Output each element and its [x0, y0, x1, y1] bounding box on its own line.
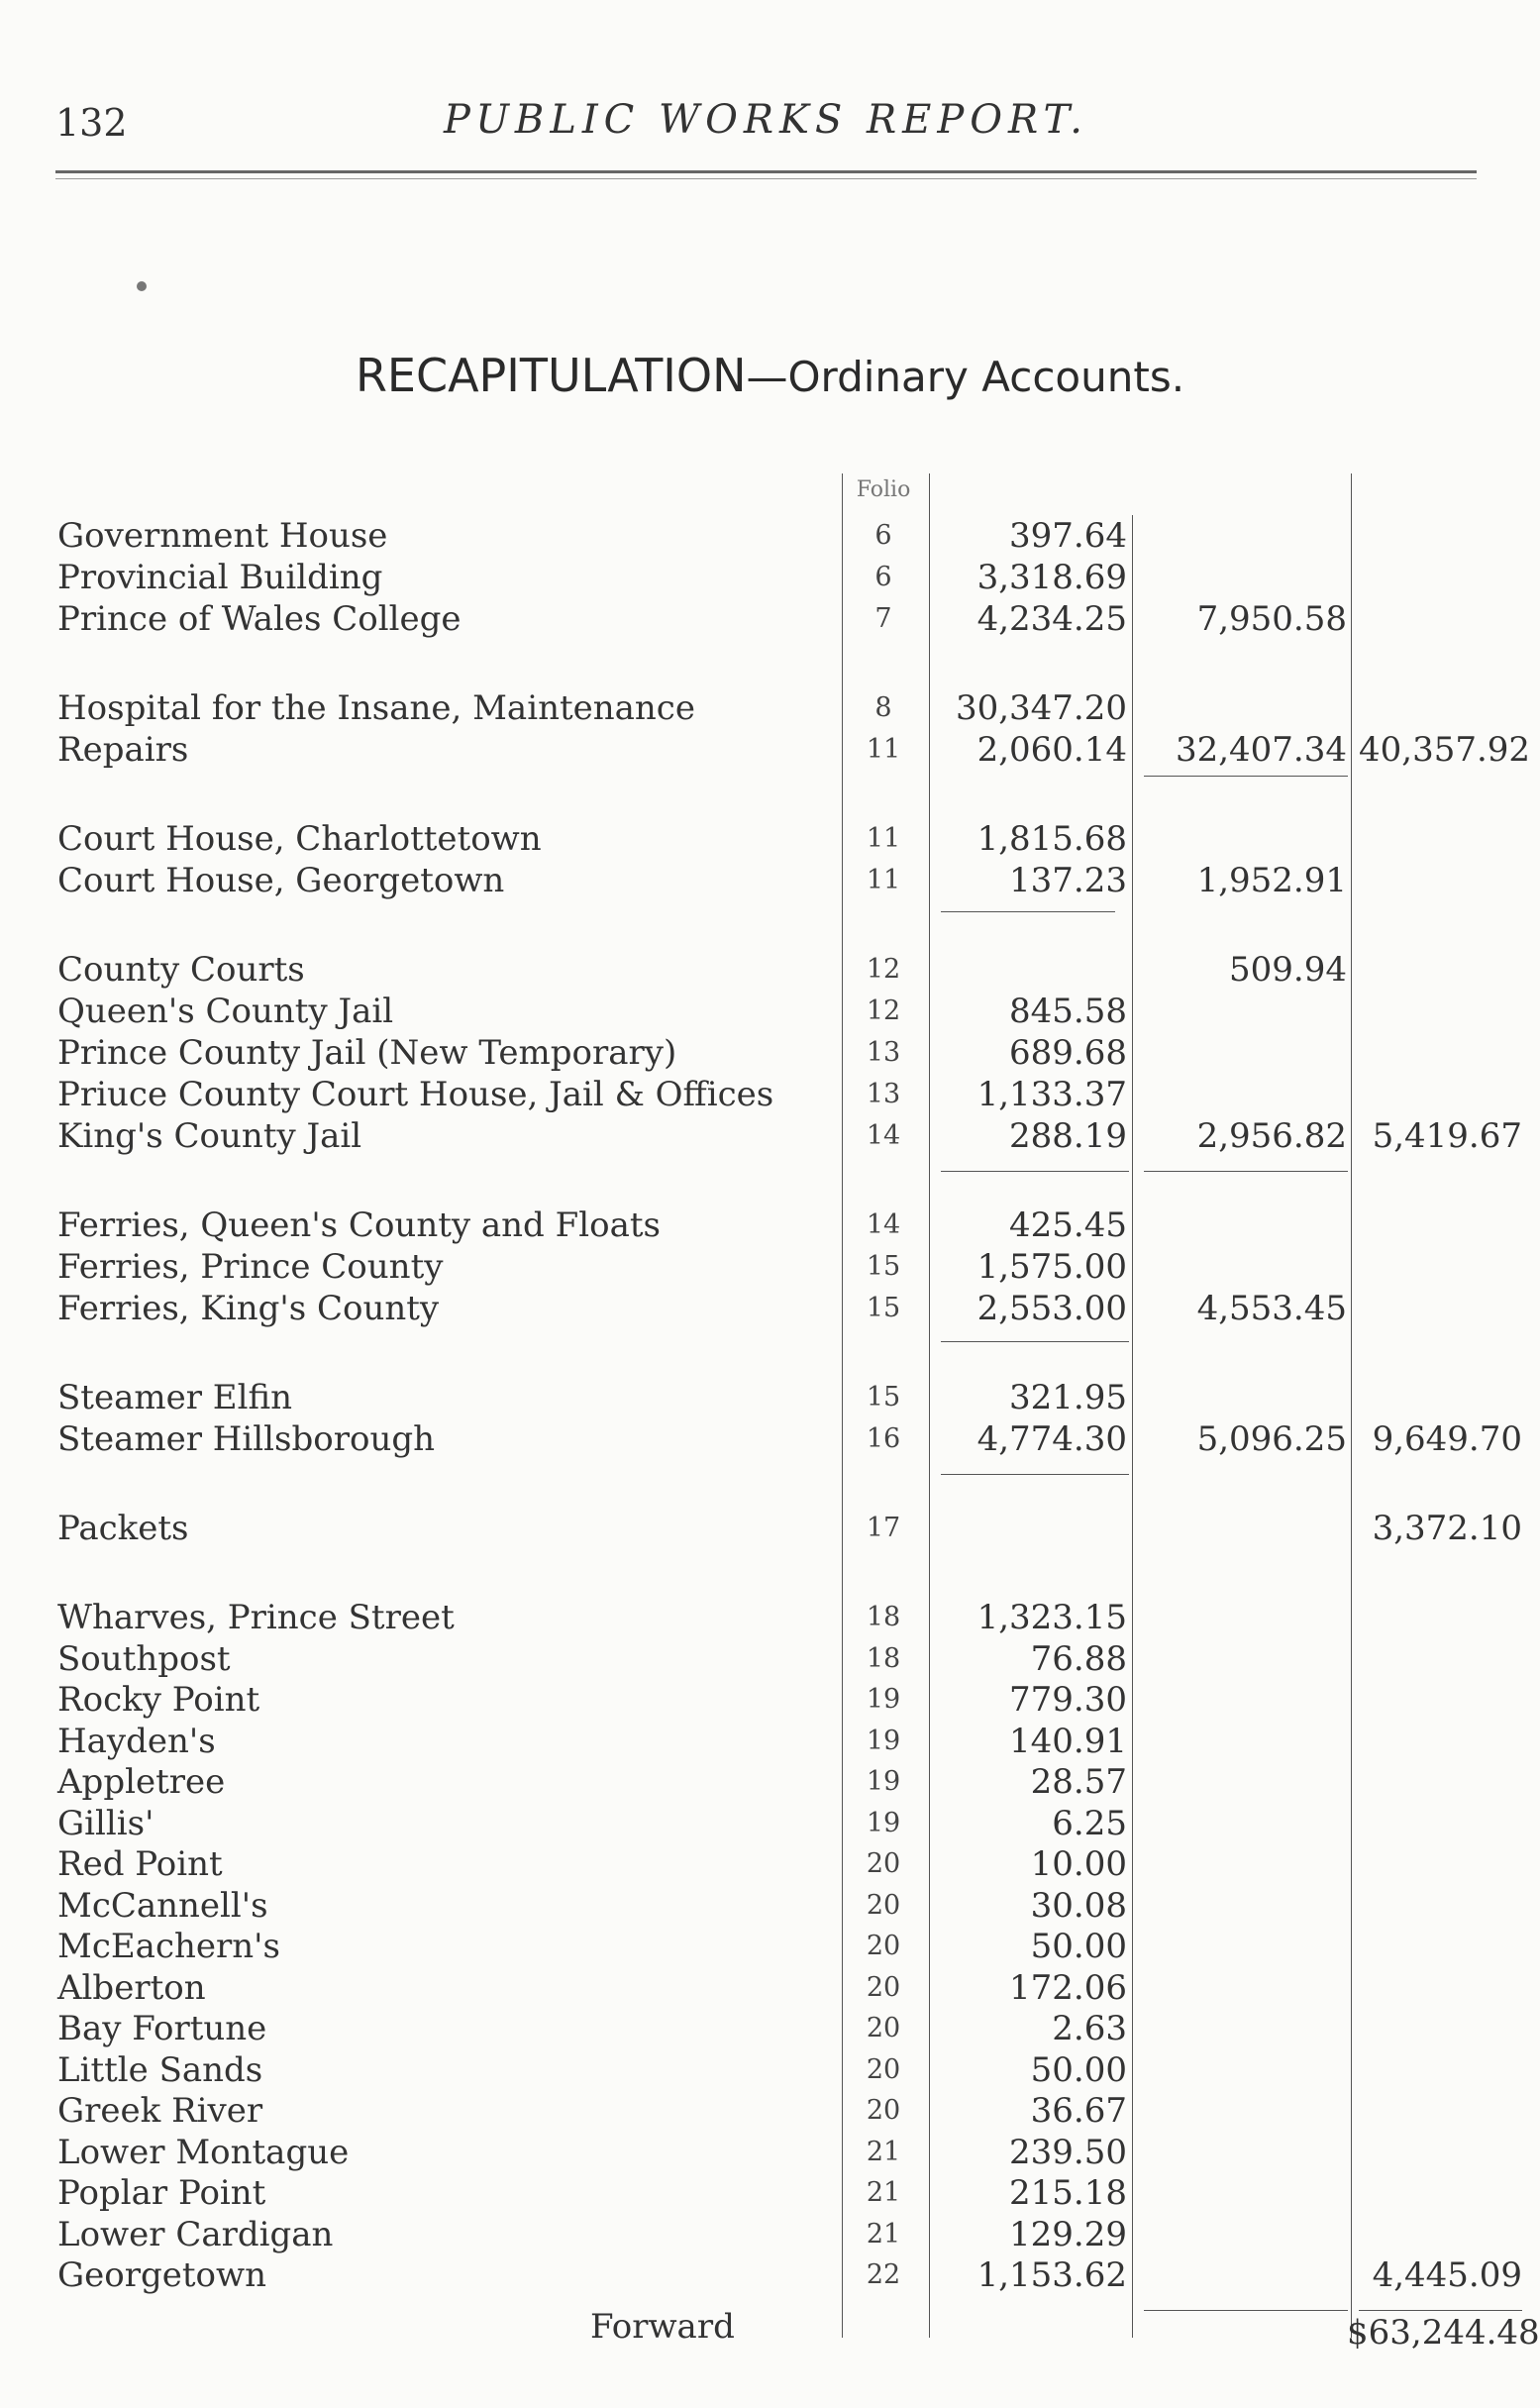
row-label: Ferries, King's County: [57, 1289, 440, 1328]
row-amount: 4,774.30: [976, 1419, 1127, 1459]
row-label: Packets: [57, 1509, 189, 1548]
row-label: Ferries, Prince County: [57, 1247, 444, 1287]
table-row: [0, 1721, 1540, 1762]
row-amount: 10.00: [1030, 1844, 1127, 1884]
running-title: PUBLIC WORKS REPORT.: [444, 97, 1088, 143]
row-folio: 21: [866, 2136, 901, 2167]
table-row: [0, 1418, 1540, 1460]
title-sub: —Ordinary Accounts.: [746, 353, 1185, 401]
table-row: [0, 860, 1540, 901]
row-amount: 30,347.20: [955, 688, 1127, 728]
row-label: Court House, Georgetown: [57, 861, 505, 900]
row-label: Bay Fortune: [57, 2009, 267, 2048]
row-label: Georgetown: [57, 2255, 267, 2295]
table-row: [0, 515, 1540, 557]
header-rule-thin: [55, 178, 1477, 179]
table-row: [0, 1508, 1540, 1549]
row-label: Appletree: [57, 1762, 226, 1802]
row-subtotal: 2,956.82: [1196, 1116, 1347, 1156]
row-amount: 215.18: [1009, 2173, 1127, 2213]
table-row: [0, 729, 1540, 771]
row-amount: 172.06: [1009, 1967, 1127, 2008]
table-row: [0, 1761, 1540, 1803]
table-row: [0, 1926, 1540, 1967]
row-folio: 21: [866, 2177, 901, 2208]
row-folio: 19: [866, 1725, 901, 1756]
subtotal-underline: [1144, 776, 1348, 777]
row-label: Hospital for the Insane, Maintenance: [57, 688, 695, 728]
row-amount: 2.63: [1052, 2009, 1127, 2048]
row-total: 40,357.92: [1359, 730, 1531, 770]
row-folio: 11: [866, 823, 901, 854]
row-label: Little Sands: [57, 2049, 263, 2090]
row-amount: 76.88: [1030, 1638, 1127, 1679]
row-amount: 1,815.68: [976, 819, 1127, 859]
row-label: Repairs: [57, 730, 189, 770]
row-folio: 22: [866, 2259, 901, 2290]
row-folio: 11: [866, 734, 901, 765]
row-folio: 11: [866, 865, 901, 895]
row-amount: 6.25: [1052, 1803, 1127, 1843]
row-folio: 13: [866, 1079, 901, 1109]
amount-underline: [941, 1474, 1129, 1475]
page-number: 132: [55, 101, 128, 145]
table-row: [0, 1843, 1540, 1885]
row-folio: 12: [866, 995, 901, 1026]
row-folio: 17: [866, 1513, 901, 1543]
row-subtotal: 5,096.25: [1196, 1419, 1347, 1459]
row-label: Steamer Elfin: [57, 1378, 293, 1417]
amount-underline: [941, 1171, 1129, 1172]
row-amount: 321.95: [1009, 1378, 1127, 1417]
row-folio: 13: [866, 1037, 901, 1068]
row-amount: 137.23: [1009, 861, 1127, 900]
table-row: [0, 1115, 1540, 1157]
row-amount: 129.29: [1009, 2214, 1127, 2254]
row-folio: 19: [866, 1766, 901, 1797]
row-folio: 20: [866, 2053, 901, 2085]
table-row: [0, 2254, 1540, 2296]
row-amount: 140.91: [1009, 1721, 1127, 1761]
row-label: Priuce County Court House, Jail & Offices: [57, 1075, 774, 1114]
row-amount: 1,133.37: [976, 1075, 1127, 1114]
row-label: Poplar Point: [57, 2173, 266, 2213]
row-folio: 20: [866, 1848, 901, 1879]
table-row: [0, 2214, 1540, 2255]
row-subtotal: 7,950.58: [1196, 599, 1347, 639]
amount-underline: [941, 1341, 1129, 1342]
page-header: [55, 91, 1477, 151]
row-folio: 20: [866, 1931, 901, 1961]
row-label: Queen's County Jail: [57, 992, 394, 1031]
row-label: Red Point: [57, 1844, 223, 1884]
table-row: [0, 1885, 1540, 1927]
row-amount: 1,323.15: [976, 1598, 1127, 1637]
table-row: [0, 1377, 1540, 1418]
row-label: Provincial Building: [57, 558, 383, 597]
row-label: Government House: [57, 516, 388, 556]
row-folio: 7: [874, 603, 892, 634]
row-folio: 20: [866, 2095, 901, 2126]
table-row: [0, 2008, 1540, 2049]
table-row: [0, 949, 1540, 991]
header-rule: [55, 170, 1477, 173]
table-row: [0, 818, 1540, 860]
row-label: Southpost: [57, 1638, 231, 1679]
table-row: [0, 1204, 1540, 1246]
table-row: [0, 2090, 1540, 2132]
table-row: [0, 2132, 1540, 2173]
row-label: Wharves, Prince Street: [57, 1598, 455, 1637]
row-amount: 1,153.62: [976, 2255, 1127, 2295]
row-label: Hayden's: [57, 1721, 216, 1761]
row-label: Prince County Jail (New Temporary): [57, 1033, 677, 1073]
row-label: Ferries, Queen's County and Floats: [57, 1205, 661, 1245]
row-label: Lower Montague: [57, 2132, 350, 2172]
page-title: [0, 349, 1540, 402]
table-row: [0, 2172, 1540, 2214]
total-underline: [1359, 2310, 1522, 2311]
row-folio: 21: [866, 2218, 901, 2250]
row-folio: 12: [866, 954, 901, 985]
table-row: [0, 687, 1540, 729]
row-folio: 15: [866, 1293, 901, 1323]
row-subtotal: 1,952.91: [1196, 861, 1347, 900]
row-label: King's County Jail: [57, 1116, 362, 1156]
row-amount: 425.45: [1009, 1205, 1127, 1245]
forward-total: $63,244.48: [1347, 2313, 1540, 2353]
row-folio: 18: [866, 1602, 901, 1632]
folio-column-header: Folio: [856, 477, 911, 502]
row-label: McEachern's: [57, 1927, 280, 1966]
row-folio: 14: [866, 1120, 901, 1151]
row-amount: 397.64: [1009, 516, 1127, 556]
row-amount: 779.30: [1009, 1680, 1127, 1720]
table-row: [0, 1032, 1540, 1074]
row-amount: 3,318.69: [976, 558, 1127, 597]
table-row: [0, 557, 1540, 598]
row-amount: 50.00: [1030, 2049, 1127, 2090]
title-main: RECAPITULATION: [355, 349, 747, 402]
row-label: Rocky Point: [57, 1680, 260, 1720]
row-amount: 689.68: [1009, 1033, 1127, 1073]
row-folio: 6: [874, 562, 892, 592]
row-folio: 16: [866, 1423, 901, 1454]
row-total: 5,419.67: [1372, 1116, 1522, 1156]
row-folio: 8: [874, 692, 892, 723]
table-row: [0, 1074, 1540, 1115]
table-row: [0, 1638, 1540, 1680]
row-amount: 4,234.25: [976, 599, 1127, 639]
row-total: 3,372.10: [1372, 1509, 1522, 1548]
row-folio: 18: [866, 1642, 901, 1674]
row-amount: 2,553.00: [976, 1289, 1127, 1328]
subtotal-underline: [1144, 1171, 1348, 1172]
row-subtotal: 509.94: [1229, 950, 1347, 990]
row-amount: 50.00: [1030, 1927, 1127, 1966]
row-folio: 15: [866, 1251, 901, 1282]
row-label: Prince of Wales College: [57, 599, 462, 639]
subtotal-underline: [1144, 2310, 1348, 2311]
row-subtotal: 32,407.34: [1175, 730, 1347, 770]
table-row: [0, 598, 1540, 640]
row-folio: 20: [866, 2013, 901, 2043]
row-amount: 288.19: [1009, 1116, 1127, 1156]
table-row: [0, 1246, 1540, 1288]
row-label: County Courts: [57, 950, 305, 990]
row-folio: 20: [866, 1971, 901, 2003]
row-folio: 19: [866, 1807, 901, 1838]
row-folio: 20: [866, 1889, 901, 1921]
table-row: [0, 991, 1540, 1032]
row-total: 9,649.70: [1372, 1419, 1522, 1459]
amount-underline: [941, 911, 1115, 912]
row-amount: 28.57: [1030, 1762, 1127, 1802]
table-row: [0, 2049, 1540, 2091]
row-amount: 2,060.14: [976, 730, 1127, 770]
row-amount: 30.08: [1030, 1885, 1127, 1926]
forward-label: Forward: [590, 2307, 735, 2347]
row-subtotal: 4,553.45: [1196, 1289, 1347, 1328]
row-label: Greek River: [57, 2091, 263, 2131]
row-total: 4,445.09: [1372, 2255, 1522, 2295]
row-amount: 36.67: [1030, 2091, 1127, 2131]
row-label: Alberton: [57, 1967, 206, 2008]
row-label: Court House, Charlottetown: [57, 819, 542, 859]
table-row: [0, 1597, 1540, 1638]
ink-dot: [137, 281, 147, 291]
row-amount: 1,575.00: [976, 1247, 1127, 1287]
table-row: [0, 1288, 1540, 1329]
row-label: Gillis': [57, 1803, 154, 1843]
table-row: [0, 1679, 1540, 1721]
row-label: McCannell's: [57, 1885, 268, 1926]
table-row: [0, 1803, 1540, 1844]
table-row: [0, 1967, 1540, 2009]
row-folio: 14: [866, 1209, 901, 1240]
row-amount: 239.50: [1009, 2132, 1127, 2172]
row-label: Lower Cardigan: [57, 2214, 334, 2254]
row-label: Steamer Hillsborough: [57, 1419, 436, 1459]
row-amount: 845.58: [1009, 992, 1127, 1031]
row-folio: 6: [874, 520, 892, 551]
row-folio: 19: [866, 1684, 901, 1715]
row-folio: 15: [866, 1382, 901, 1413]
